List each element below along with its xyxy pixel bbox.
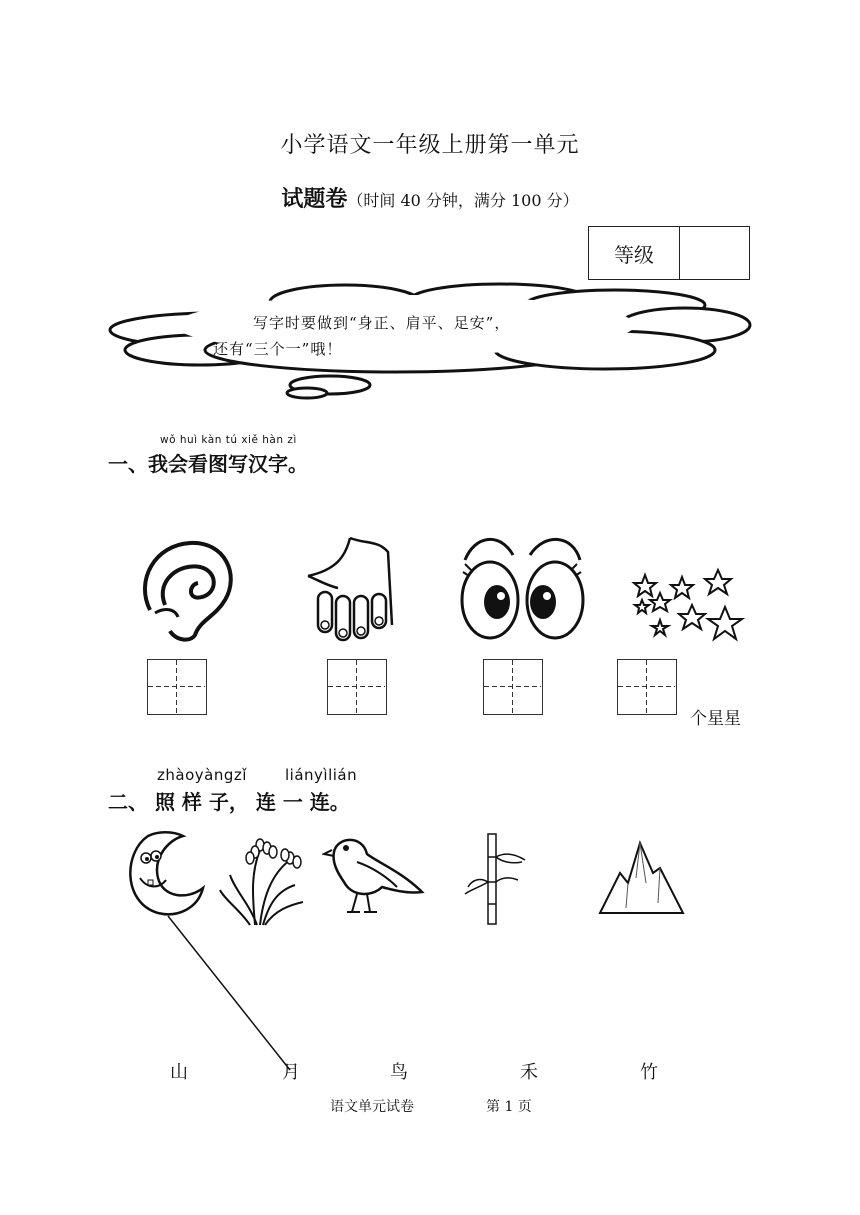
section1-pinyin: wǒ huì kàn tú xiě hàn zì: [160, 434, 297, 446]
cloud-bubble: [105, 280, 765, 400]
moon-icon: [118, 828, 208, 923]
grade-label: 等级: [589, 227, 680, 279]
writing-grid-1[interactable]: [147, 659, 207, 715]
cloud-line-2: 还有“三个一”哦！: [213, 340, 343, 358]
writing-grid-2[interactable]: [327, 659, 387, 715]
word-4[interactable]: 禾: [520, 1062, 538, 1083]
subtitle-main: 试题卷: [281, 187, 348, 212]
bird-icon: [322, 832, 427, 922]
page-subtitle: [0, 182, 860, 213]
page-title: 小学语文一年级上册第一单元: [280, 133, 580, 158]
footer-left: 语文单元试卷: [330, 1099, 414, 1115]
writing-grid-3[interactable]: [483, 659, 543, 715]
hand-icon: [300, 530, 410, 650]
grid-4-suffix: 个星星: [690, 709, 741, 729]
word-1[interactable]: 山: [170, 1062, 188, 1083]
cloud-line-1: 写字时要做到“身正、肩平、足安”，: [253, 314, 511, 332]
word-2[interactable]: 月: [282, 1062, 300, 1083]
section2-pinyin-b: liányìlián: [285, 766, 358, 784]
grade-box: [588, 226, 750, 280]
footer-page: 第 1 页: [486, 1099, 532, 1115]
eyes-icon: [455, 530, 590, 650]
stars-icon: [630, 565, 750, 650]
writing-grid-4[interactable]: [617, 659, 677, 715]
bamboo-icon: [440, 832, 560, 927]
section2-pinyin-a: zhàoyàngzǐ: [157, 766, 247, 784]
ear-icon: [130, 535, 240, 645]
word-5[interactable]: 竹: [640, 1062, 658, 1083]
grade-value-field[interactable]: [680, 227, 749, 279]
section2-title: 二、 照 样 子， 连 一 连。: [108, 790, 350, 814]
word-3[interactable]: 鸟: [390, 1062, 408, 1083]
section1-title: 一、我会看图写汉字。: [108, 452, 308, 476]
example-connection-line: [160, 910, 300, 1080]
subtitle-note: （时间 40 分钟，满分 100 分）: [347, 191, 579, 210]
mountain-icon: [598, 838, 688, 918]
